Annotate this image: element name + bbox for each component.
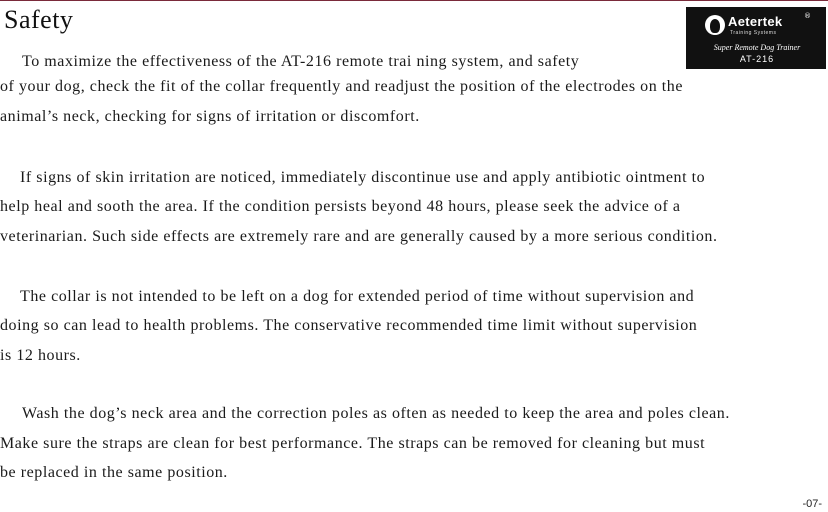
paragraph-3-line-3: is 12 hours. — [0, 347, 81, 364]
paragraph-4-line-3: be replaced in the same position. — [0, 464, 228, 481]
paragraph-1-line-1: To maximize the effectiveness of the AT-216 remote trai ning system, and safety — [22, 53, 580, 70]
page-number: -07- — [802, 498, 822, 510]
paragraph-1-line-3: animal’s neck, checking for signs of irritation or discomfort. — [0, 108, 420, 125]
logo-product-name: Super Remote Dog Trainer — [713, 43, 801, 52]
brand-mark-icon — [705, 15, 725, 35]
paragraph-2-line-1: If signs of skin irritation are noticed, immediately discontinue use and apply antibiotic ointment to — [20, 169, 706, 186]
paragraph-3-line-2: doing so can lead to health problems. The conservative recommended time limit without supervision — [0, 317, 698, 334]
page-title: Safety — [4, 5, 74, 34]
paragraph-4-line-2: Make sure the straps are clean for best performance. The straps can be removed for cleaning but must — [0, 435, 706, 452]
paragraph-4-line-1: Wash the dog’s neck area and the correction poles as often as needed to keep the area and poles clean. — [22, 405, 730, 422]
logo-brand-name: Aetertek — [728, 14, 783, 29]
logo-subtitle: Training Systems — [730, 30, 777, 36]
logo-registered-mark: ® — [804, 12, 811, 20]
top-rule — [0, 0, 828, 1]
logo-model: AT-216 — [739, 54, 775, 64]
paragraph-2-line-3: veterinarian. Such side effects are extremely rare and are generally caused by a more serious condition. — [0, 228, 718, 245]
paragraph-2-line-2: help heal and sooth the area. If the condition persists beyond 48 hours, please seek the advice of a — [0, 198, 681, 215]
brand-logo — [686, 7, 826, 69]
paragraph-3-line-1: The collar is not intended to be left on a dog for extended period of time without supervision and — [20, 288, 695, 305]
paragraph-1-line-2: of your dog, check the fit of the collar frequently and readjust the position of the electrodes on the — [0, 78, 684, 95]
